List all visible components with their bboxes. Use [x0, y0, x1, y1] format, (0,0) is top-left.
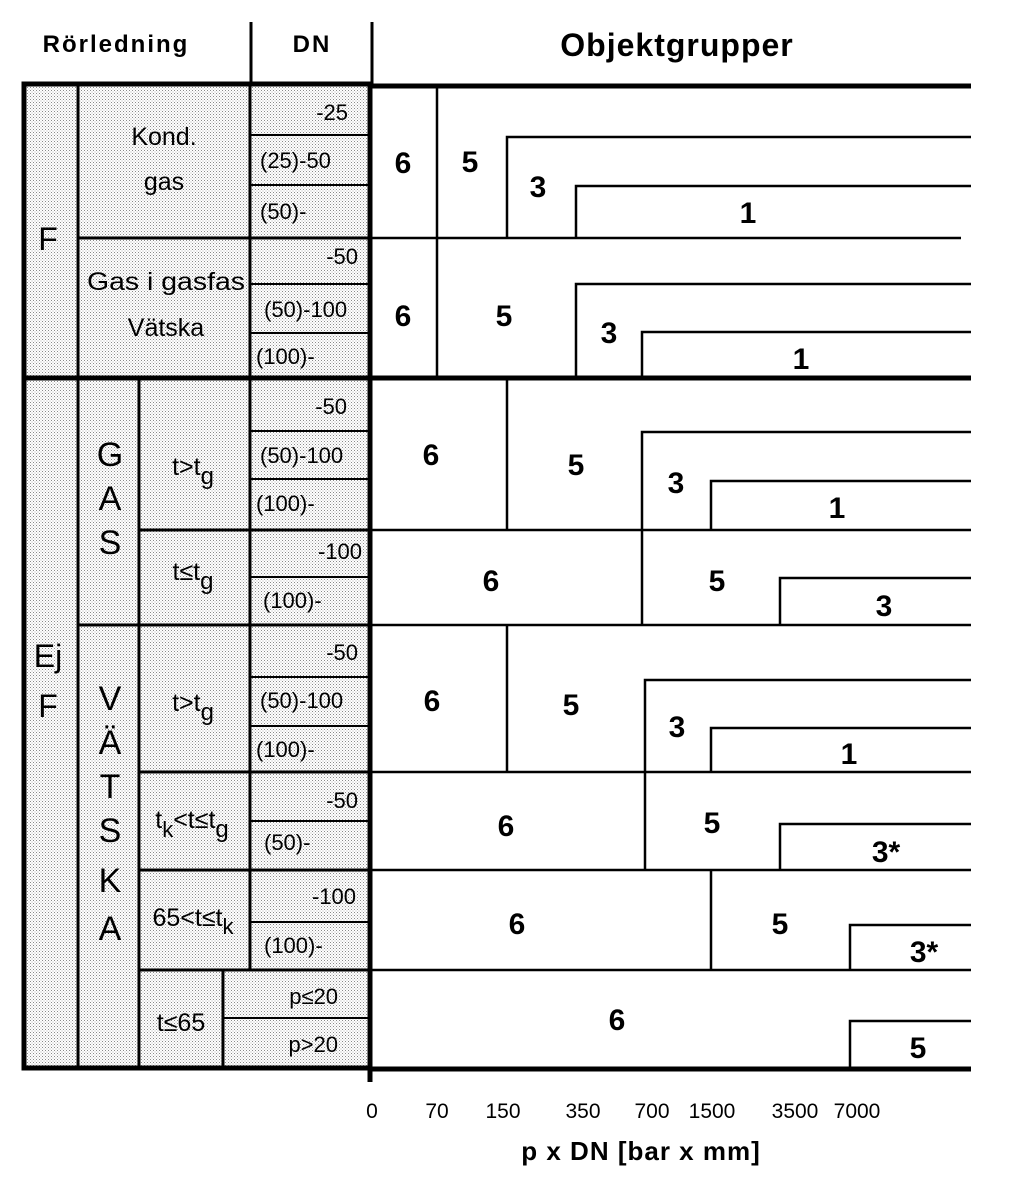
objekt-grid-lines [370, 84, 971, 1082]
object-group-number: 3 [668, 711, 686, 744]
gas-letter: G [96, 436, 124, 474]
dn-range: (50)-100 [260, 443, 344, 468]
object-group-number: 3* [871, 836, 901, 869]
gas-letter: S [98, 524, 122, 562]
object-group-number: 3 [600, 317, 618, 350]
dn-range: (100)- [256, 344, 315, 369]
dn-range: (100)- [264, 933, 323, 958]
object-group-number: 5 [708, 565, 726, 598]
x-tick-label: 150 [485, 1100, 521, 1123]
subgroup-vatska-65-t-tk: 65<t≤tk [152, 904, 234, 939]
dn-range: (50)- [264, 830, 311, 855]
object-group-number: 6 [423, 685, 441, 718]
group-f: F [38, 221, 58, 257]
subgroup-vatska-t-gt-tg: t>tg [172, 689, 214, 726]
subgroup-kond-gas-1: Kond. [131, 123, 197, 151]
object-group-number: 3 [529, 171, 547, 204]
subgroup-gas-i-gasfas: Gas i gasfas [87, 268, 245, 296]
x-tick-label: 700 [634, 1100, 670, 1123]
object-group-number: 3 [875, 590, 893, 623]
object-group-number: 5 [562, 689, 580, 722]
object-group-number: 6 [394, 147, 412, 180]
dn-range: -25 [316, 100, 348, 125]
subgroup-vatska-tk-t-tg: tk<t≤tg [155, 806, 229, 843]
object-group-number: 6 [508, 908, 526, 941]
dn-range: (100)- [256, 491, 315, 516]
object-group-number: 5 [461, 146, 479, 179]
x-tick-label: 1500 [688, 1100, 736, 1123]
dn-range: (50)-100 [264, 297, 348, 322]
object-group-number: 6 [482, 565, 500, 598]
object-group-number: 6 [394, 300, 412, 333]
vatska-letter: T [99, 768, 121, 806]
vatska-letter: S [98, 812, 122, 850]
vatska-letter: V [98, 680, 122, 718]
object-group-number: 6 [608, 1004, 626, 1037]
dn-range: -50 [326, 640, 358, 665]
object-group-number: 5 [495, 300, 513, 333]
object-group-number: 1 [739, 197, 757, 230]
object-group-number: 1 [828, 492, 846, 525]
object-group-number: 5 [909, 1032, 927, 1065]
object-group-number: 3* [909, 936, 939, 969]
object-group-number: 6 [422, 439, 440, 472]
dn-range: -50 [326, 244, 358, 269]
dn-range: (25)-50 [260, 148, 331, 173]
dn-range: (50)- [260, 199, 307, 224]
dn-range: (50)-100 [260, 688, 344, 713]
dn-range: p≤20 [289, 984, 338, 1009]
x-tick-label: 7000 [833, 1100, 881, 1123]
dn-range: p>20 [288, 1032, 338, 1057]
dn-range: -50 [315, 394, 347, 419]
subgroup-gas-t-le-tg: t≤tg [172, 558, 214, 595]
gas-letter: A [98, 480, 122, 518]
x-tick-label: 3500 [771, 1100, 819, 1123]
header-rorledning: Rörledning [42, 31, 190, 58]
group-ej-f-line1: Ej [33, 638, 63, 674]
object-group-number: 1 [792, 343, 810, 376]
vatska-letter: A [98, 910, 122, 948]
object-group-number: 1 [840, 738, 858, 771]
subgroup-vatska-t-le-65: t≤65 [156, 1009, 206, 1037]
header [43, 27, 794, 63]
object-group-number: 5 [567, 449, 585, 482]
object-group-number: 5 [703, 807, 721, 840]
subgroup-kond-gas-2: gas [143, 168, 185, 196]
subgroup-vatska: Vätska [127, 314, 205, 342]
object-group-number: 3 [667, 467, 685, 500]
dn-range: -50 [326, 788, 358, 813]
x-tick-label: 0 [366, 1100, 378, 1123]
dn-range: -100 [311, 884, 356, 909]
header-dn: DN [292, 31, 332, 58]
x-axis-label: p x DN [bar x mm] [521, 1136, 761, 1166]
group-ej-f-line2: F [38, 688, 58, 724]
vatska-letter: Ä [98, 724, 122, 762]
object-group-number: 5 [771, 908, 789, 941]
object-group-number: 6 [497, 810, 515, 843]
x-axis [366, 1069, 880, 1166]
vatska-letter: K [98, 862, 122, 900]
x-tick-label: 350 [565, 1100, 601, 1123]
dn-range: -100 [317, 539, 362, 564]
header-objektgrupper: Objektgrupper [560, 27, 794, 63]
dn-range: (100)- [263, 588, 322, 613]
x-tick-label: 70 [425, 1100, 449, 1123]
dn-range: (100)- [256, 737, 315, 762]
subgroup-gas-t-gt-tg: t>tg [172, 453, 214, 490]
